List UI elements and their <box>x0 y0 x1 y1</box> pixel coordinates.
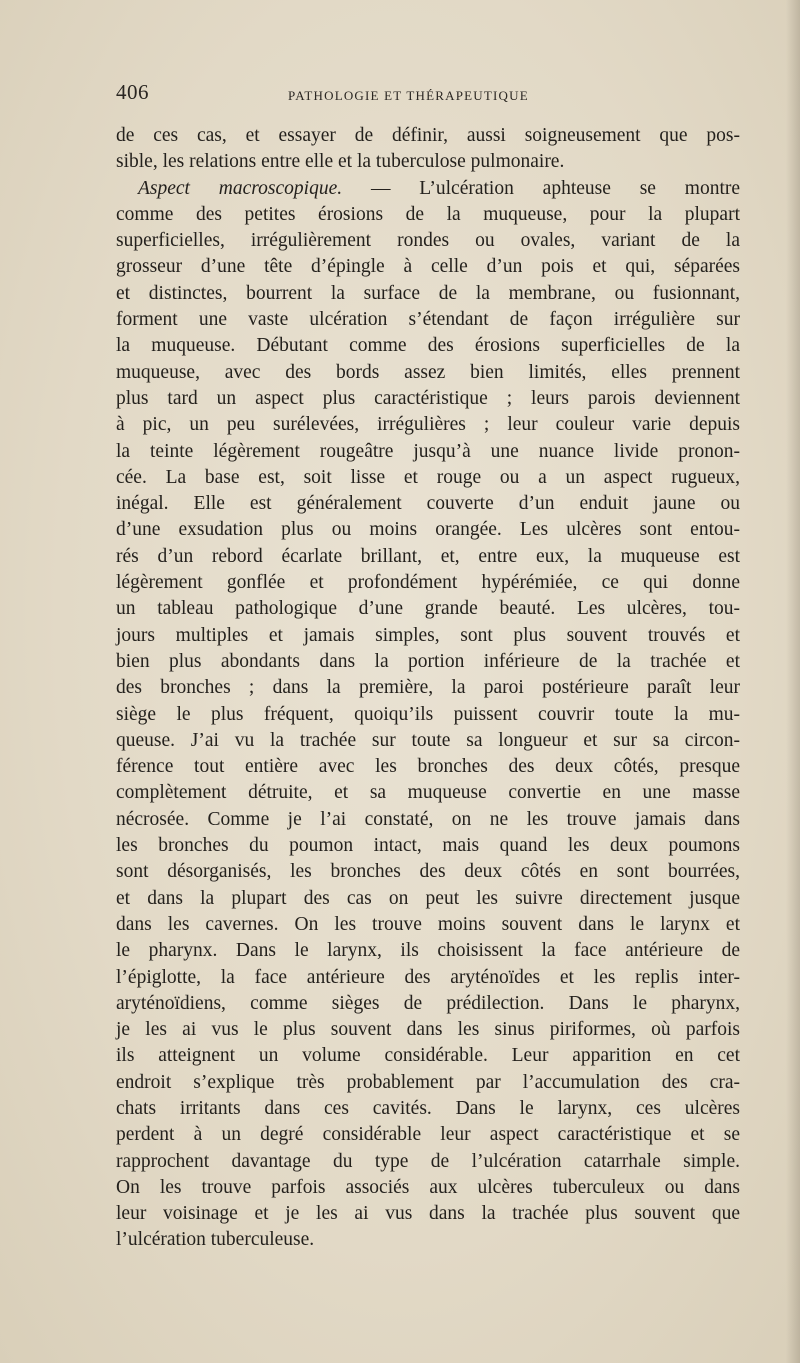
text-line: leur voisinage et je les ai vus dans la trachée plus souvent que <box>116 1203 740 1225</box>
text-line: rapprochent davantage du type de l’ulcération catarrhale simple. <box>116 1150 740 1172</box>
text-line: aryténoïdiens, comme sièges de prédilection. Dans le pharynx, <box>116 992 740 1014</box>
text-line: bien plus abondants dans la portion inférieure de la trachée et <box>116 650 740 672</box>
text-line: d’une exsudation plus ou moins orangée. Les ulcères sont entou- <box>116 519 740 541</box>
text-line: siège le plus fréquent, quoiqu’ils puissent couvrir toute la mu- <box>116 703 740 725</box>
text-line: un tableau pathologique d’une grande beauté. Les ulcères, tou- <box>116 598 740 620</box>
text-line: forment une vaste ulcération s’étendant de façon irrégulière sur <box>116 309 740 331</box>
text-line <box>116 176 740 202</box>
text-line: la teinte légèrement rougeâtre jusqu’à une nuance livide pronon- <box>116 440 740 462</box>
text-line: et dans la plupart des cas on peut les suivre directement jusque <box>116 887 740 909</box>
text-line: jours multiples et jamais simples, sont plus souvent trouvés et <box>116 624 740 646</box>
text-line: superficielles, irrégulièrement rondes ou ovales, variant de la <box>116 230 740 252</box>
text-line: dans les cavernes. On les trouve moins souvent dans le larynx et <box>116 913 740 935</box>
text-line: de ces cas, et essayer de définir, aussi soigneusement que pos- <box>116 125 740 146</box>
running-head: PATHOLOGIE ET THÉRAPEUTIQUE <box>288 88 529 103</box>
text-line: queuse. J’ai vu la trachée sur toute sa longueur et sur sa circon- <box>116 729 740 751</box>
text-line: endroit s’explique très probablement par l’accumulation des cra- <box>116 1071 740 1093</box>
text-line: complètement détruite, et sa muqueuse convertie en une masse <box>116 782 740 804</box>
text-line: à pic, un peu surélevées, irrégulières ; leur couleur varie depuis <box>116 414 740 436</box>
text-line: chats irritants dans ces cavités. Dans le larynx, ces ulcères <box>116 1097 740 1119</box>
text-line: grosseur d’une tête d’épingle à celle d’un pois et qui, séparées <box>116 256 740 278</box>
text-line: perdent à un degré considérable leur aspect caractéristique et se <box>116 1124 740 1146</box>
text-line: sible, les relations entre elle et la tuberculose pulmonaire. <box>116 151 565 173</box>
text-line: comme des petites érosions de la muqueuse, pour la plupart <box>116 203 740 225</box>
body-text <box>116 123 740 1254</box>
text-line: la muqueuse. Débutant comme des érosions superficielles de la <box>116 335 740 357</box>
text-line: sont désorganisés, les bronches des deux côtés en sont bourrées, <box>116 861 740 883</box>
text-line: On les trouve parfois associés aux ulcères tuberculeux ou dans <box>116 1176 740 1198</box>
text-line: férence tout entière avec les bronches des deux côtés, presque <box>116 756 740 778</box>
text-line: les bronches du poumon intact, mais quand les deux poumons <box>116 835 740 857</box>
text-line: l’épiglotte, la face antérieure des aryténoïdes et les replis inter- <box>116 966 740 988</box>
text-line: nécrosée. Comme je l’ai constaté, on ne les trouve jamais dans <box>116 808 740 830</box>
text-line: je les ai vus le plus souvent dans les sinus piriformes, où parfois <box>116 1019 740 1041</box>
text-line: ils atteignent un volume considérable. Leur apparition en cet <box>116 1045 740 1067</box>
text-line: l’ulcération tuberculeuse. <box>116 1229 315 1251</box>
text-line: plus tard un aspect plus caractéristique ; leurs parois deviennent <box>116 387 740 409</box>
page-header <box>116 80 722 112</box>
text-line: le pharynx. Dans le larynx, ils choisissent la face antérieure de <box>116 940 740 962</box>
text-line: des bronches ; dans la première, la paroi postérieure paraît leur <box>116 677 740 699</box>
text-line: cée. La base est, soit lisse et rouge ou a un aspect rugueux, <box>116 466 740 488</box>
section-heading-italic: Aspect macroscopique. <box>138 177 343 199</box>
text-line: et distinctes, bourrent la surface de la membrane, ou fusionnant, <box>116 282 740 304</box>
text-line-remainder: — L’ulcération aphteuse se montre <box>370 177 741 199</box>
text-line: légèrement gonflée et profondément hypérémiée, ce qui donne <box>116 572 740 594</box>
text-line: inégal. Elle est généralement couverte d’un enduit jaune ou <box>116 493 740 515</box>
page-number: 406 <box>116 80 149 104</box>
text-line: rés d’un rebord écarlate brillant, et, entre eux, la muqueuse est <box>116 545 740 567</box>
text-line: muqueuse, avec des bords assez bien limités, elles prennent <box>116 361 740 383</box>
